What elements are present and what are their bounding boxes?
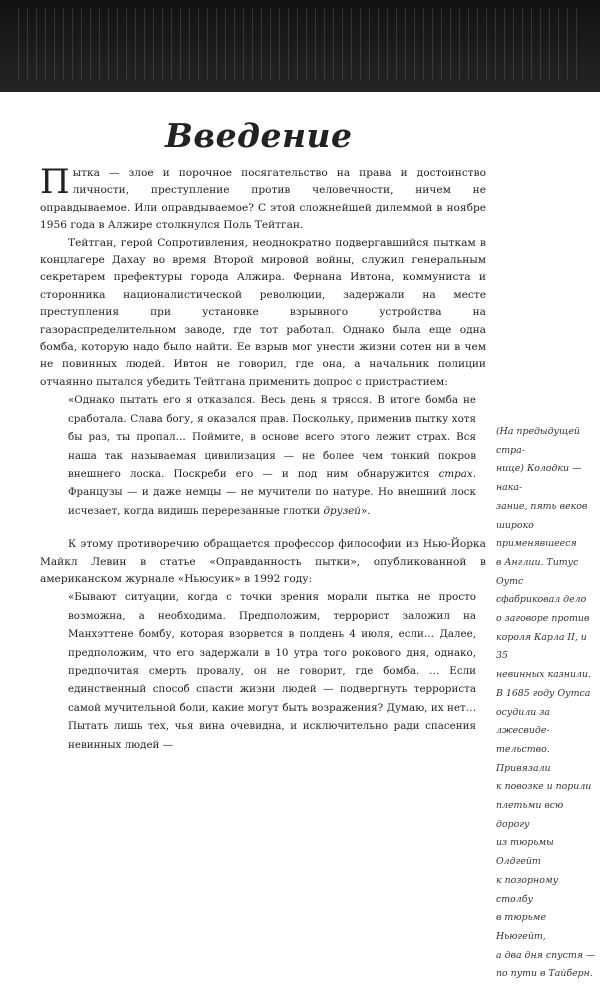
caption-line: к повозке и порили	[496, 781, 592, 793]
caption-line: тельство. Привязали	[496, 743, 551, 774]
side-caption	[496, 423, 596, 984]
paragraph-1-text: ытка — злое и порочное посягательство на права и достоинство личности, преступление против человечности, ничем не оправдываемое. Или оправдываемое? С этой сложнейшей дилеммой в ноябре 1956 года в Алжире столкнулся Поль Тейтган.	[40, 167, 486, 232]
quote-1-emphasis-2: друзей	[323, 504, 361, 517]
paragraph-3: К этому противоречию обращается профессор философии из Нью-Йорка Майкл Левин в статье «Оправданность пытки», опубликованной в американском журнале «Ньюсуик» в 1992 году:	[40, 538, 486, 585]
caption-line: о заговоре против	[496, 613, 590, 625]
caption-line: широко применявшееся	[496, 519, 577, 550]
chapter-title: Введение	[165, 116, 353, 155]
quote-1-part-b: . Французы — и даже немцы — не мучители по натуре. Но внешний лоск исчезает, когда видишь перерезанные глотки	[68, 467, 476, 517]
caption-line: в Англии. Титус Оутс	[496, 556, 579, 587]
quote-1-emphasis-1: страх	[438, 467, 473, 480]
caption-line: из тюрьмы Олдгейт	[496, 837, 554, 868]
decorative-header-image	[0, 0, 600, 92]
paragraph-2: Тейтган, герой Сопротивления, неоднократно подвергавшийся пыткам в концлагере Дахау во время Второй мировой войны, служил генеральным секретарем префектуры города Алжира. Фернана Ивтона, коммуниста и сторонника националистической революции, задержали на месте преступления при установке взрывного устройства на газораспределительном заводе, где тот работал. Однако была еще одна бомба, которую надо было найти. Ее взрыв мог унести жизни сотен ни в чем не повинных людей. Ивтон не говорил, где она, а начальник полиции отчаянно пытался убедить Тейтгана применить допрос с пристрастием:	[40, 236, 486, 388]
header-texture	[18, 8, 578, 80]
caption-line: по пути в Тайберн.	[496, 968, 593, 980]
caption-line: к позорному столбу	[496, 874, 559, 905]
paragraph-1	[40, 162, 486, 235]
caption-line: осудили за лжесвиде-	[496, 706, 551, 737]
quote-1-part-c: ».	[360, 504, 371, 517]
caption-line: а два дня спустя —	[496, 949, 596, 961]
caption-line: короля Карла II, и 35	[496, 631, 587, 662]
drop-cap: П	[40, 162, 70, 202]
quote-1-part-a: «Однако пытать его я отказался. Весь день я трясся. В итоге бомба не сработала. Слава богу, я оказался прав. Поскольку, применив пытку хотя бы раз, ты пропал… Поймите, в основе всего этого лежит страх. Вся наша так называемая цивилизация — не более чем тонкий покров внешнего лоска. Поскреби его — и под ним обнаружится	[68, 394, 476, 480]
caption-line: сфабриковал дело	[496, 594, 587, 606]
quote-2: «Бывают ситуации, когда с точки зрения морали пытка не просто возможна, а необходима. Предположим, террорист заложил на Манхэттене бомбу, которая взорвется в полдень 4 июля, если… Далее, предположим, что его задержали в 10 утра того рокового дня, однако, предпочитая смерть провалу, он не говорит, где бомба. … Если единственный способ спасти жизни людей — подвергнуть террориста самой мучительной боли, какие могут быть возражения? Думаю, их нет… Пытать лишь тех, чья вина очевидна, и исключительно ради спасения невинных людей —	[68, 591, 476, 751]
caption-line: зание, пять веков	[496, 500, 588, 512]
caption-line: нице) Колодки — нака-	[496, 463, 582, 494]
quote-1	[40, 391, 486, 520]
caption-line: в тюрьме Ньюгейт,	[496, 912, 547, 942]
caption-line: плетьми всю дорогу	[496, 800, 564, 830]
caption-line: В 1685 году Оутса	[496, 687, 591, 699]
caption-line: (На предыдущей стра-	[496, 426, 580, 456]
caption-line: невинных казнили.	[496, 669, 591, 681]
main-text	[40, 162, 486, 754]
